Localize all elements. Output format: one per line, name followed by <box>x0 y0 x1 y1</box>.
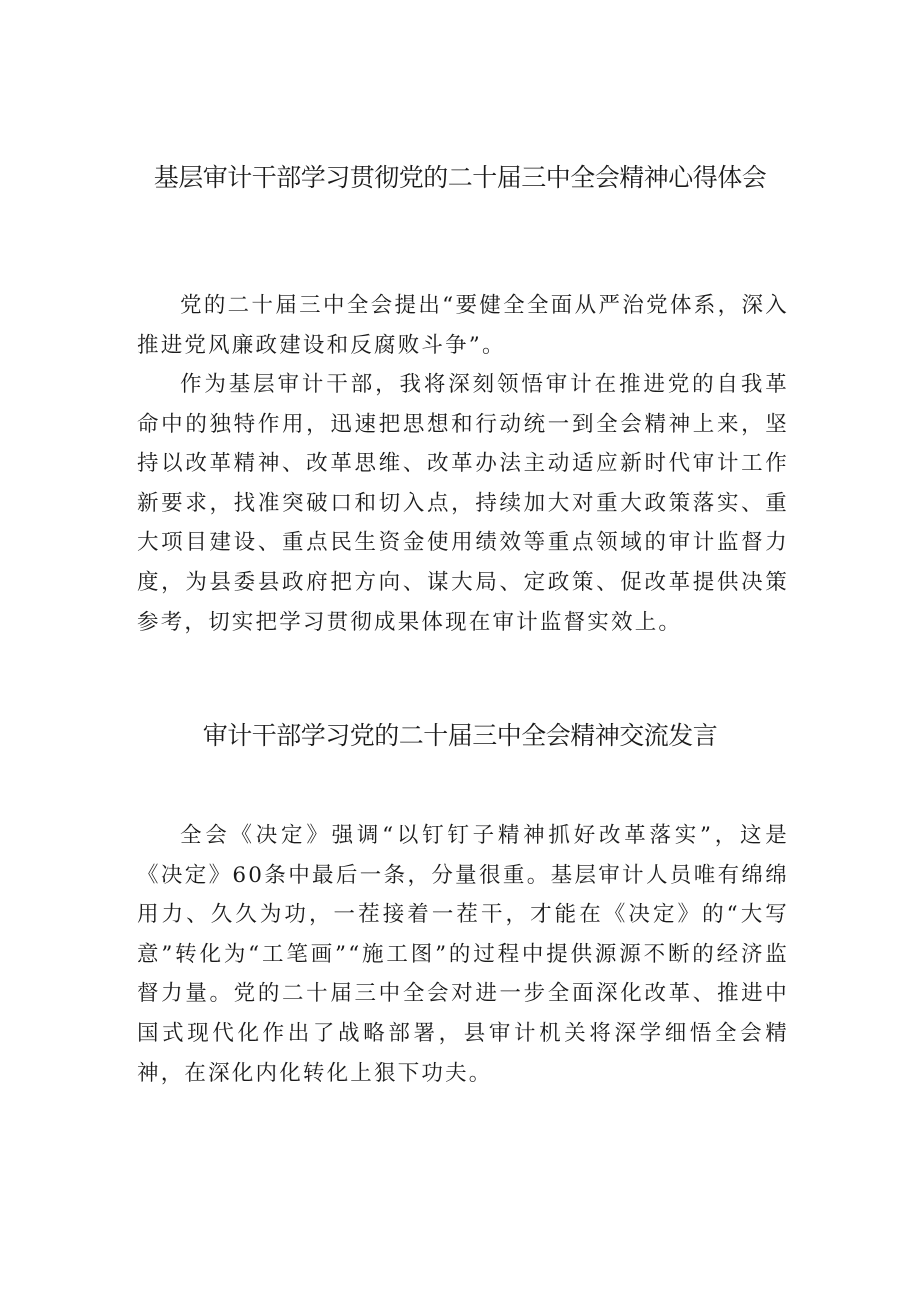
section-2-paragraph-1: 全会《决定》强调“以钉钉子精神抓好改革落实”，这是《决定》60条中最后一条，分量很重。基层审计人员唯有绵绵用力、久久为功，一茬接着一茬干，才能在《决定》的“大写意”转化为“工笔画”“施工图”的过程中提供源源不断的经济监督力量。党的二十届三中全会对进一步全面深化改革、推进中国式现代化作出了战略部署，县审计机关将深学细悟全会精神，在深化内化转化上狠下功夫。 <box>137 823 789 1086</box>
section-2-title: 审计干部学习党的二十届三中全会精神交流发言 <box>202 721 718 750</box>
section-1-paragraph-2: 作为基层审计干部，我将深刻领悟审计在推进党的自我革命中的独特作用，迅速把思想和行动统一到全会精神上来，坚持以改革精神、改革思维、改革办法主动适应新时代审计工作新要求，找准突破口和切入点，持续加大对重大政策落实、重大项目建设、重点民生资金使用绩效等重点领域的审计监督力度，为县委县政府把方向、谋大局、定政策、促改革提供决策参考，切实把学习贯彻成果体现在审计监督实效上。 <box>137 372 789 635</box>
section-1-paragraph-1: 党的二十届三中全会提出“要健全全面从严治党体系，深入推进党风廉政建设和反腐败斗争”。 <box>137 293 789 358</box>
section-1-title: 基层审计干部学习贯彻党的二十届三中全会精神心得体会 <box>153 163 767 192</box>
